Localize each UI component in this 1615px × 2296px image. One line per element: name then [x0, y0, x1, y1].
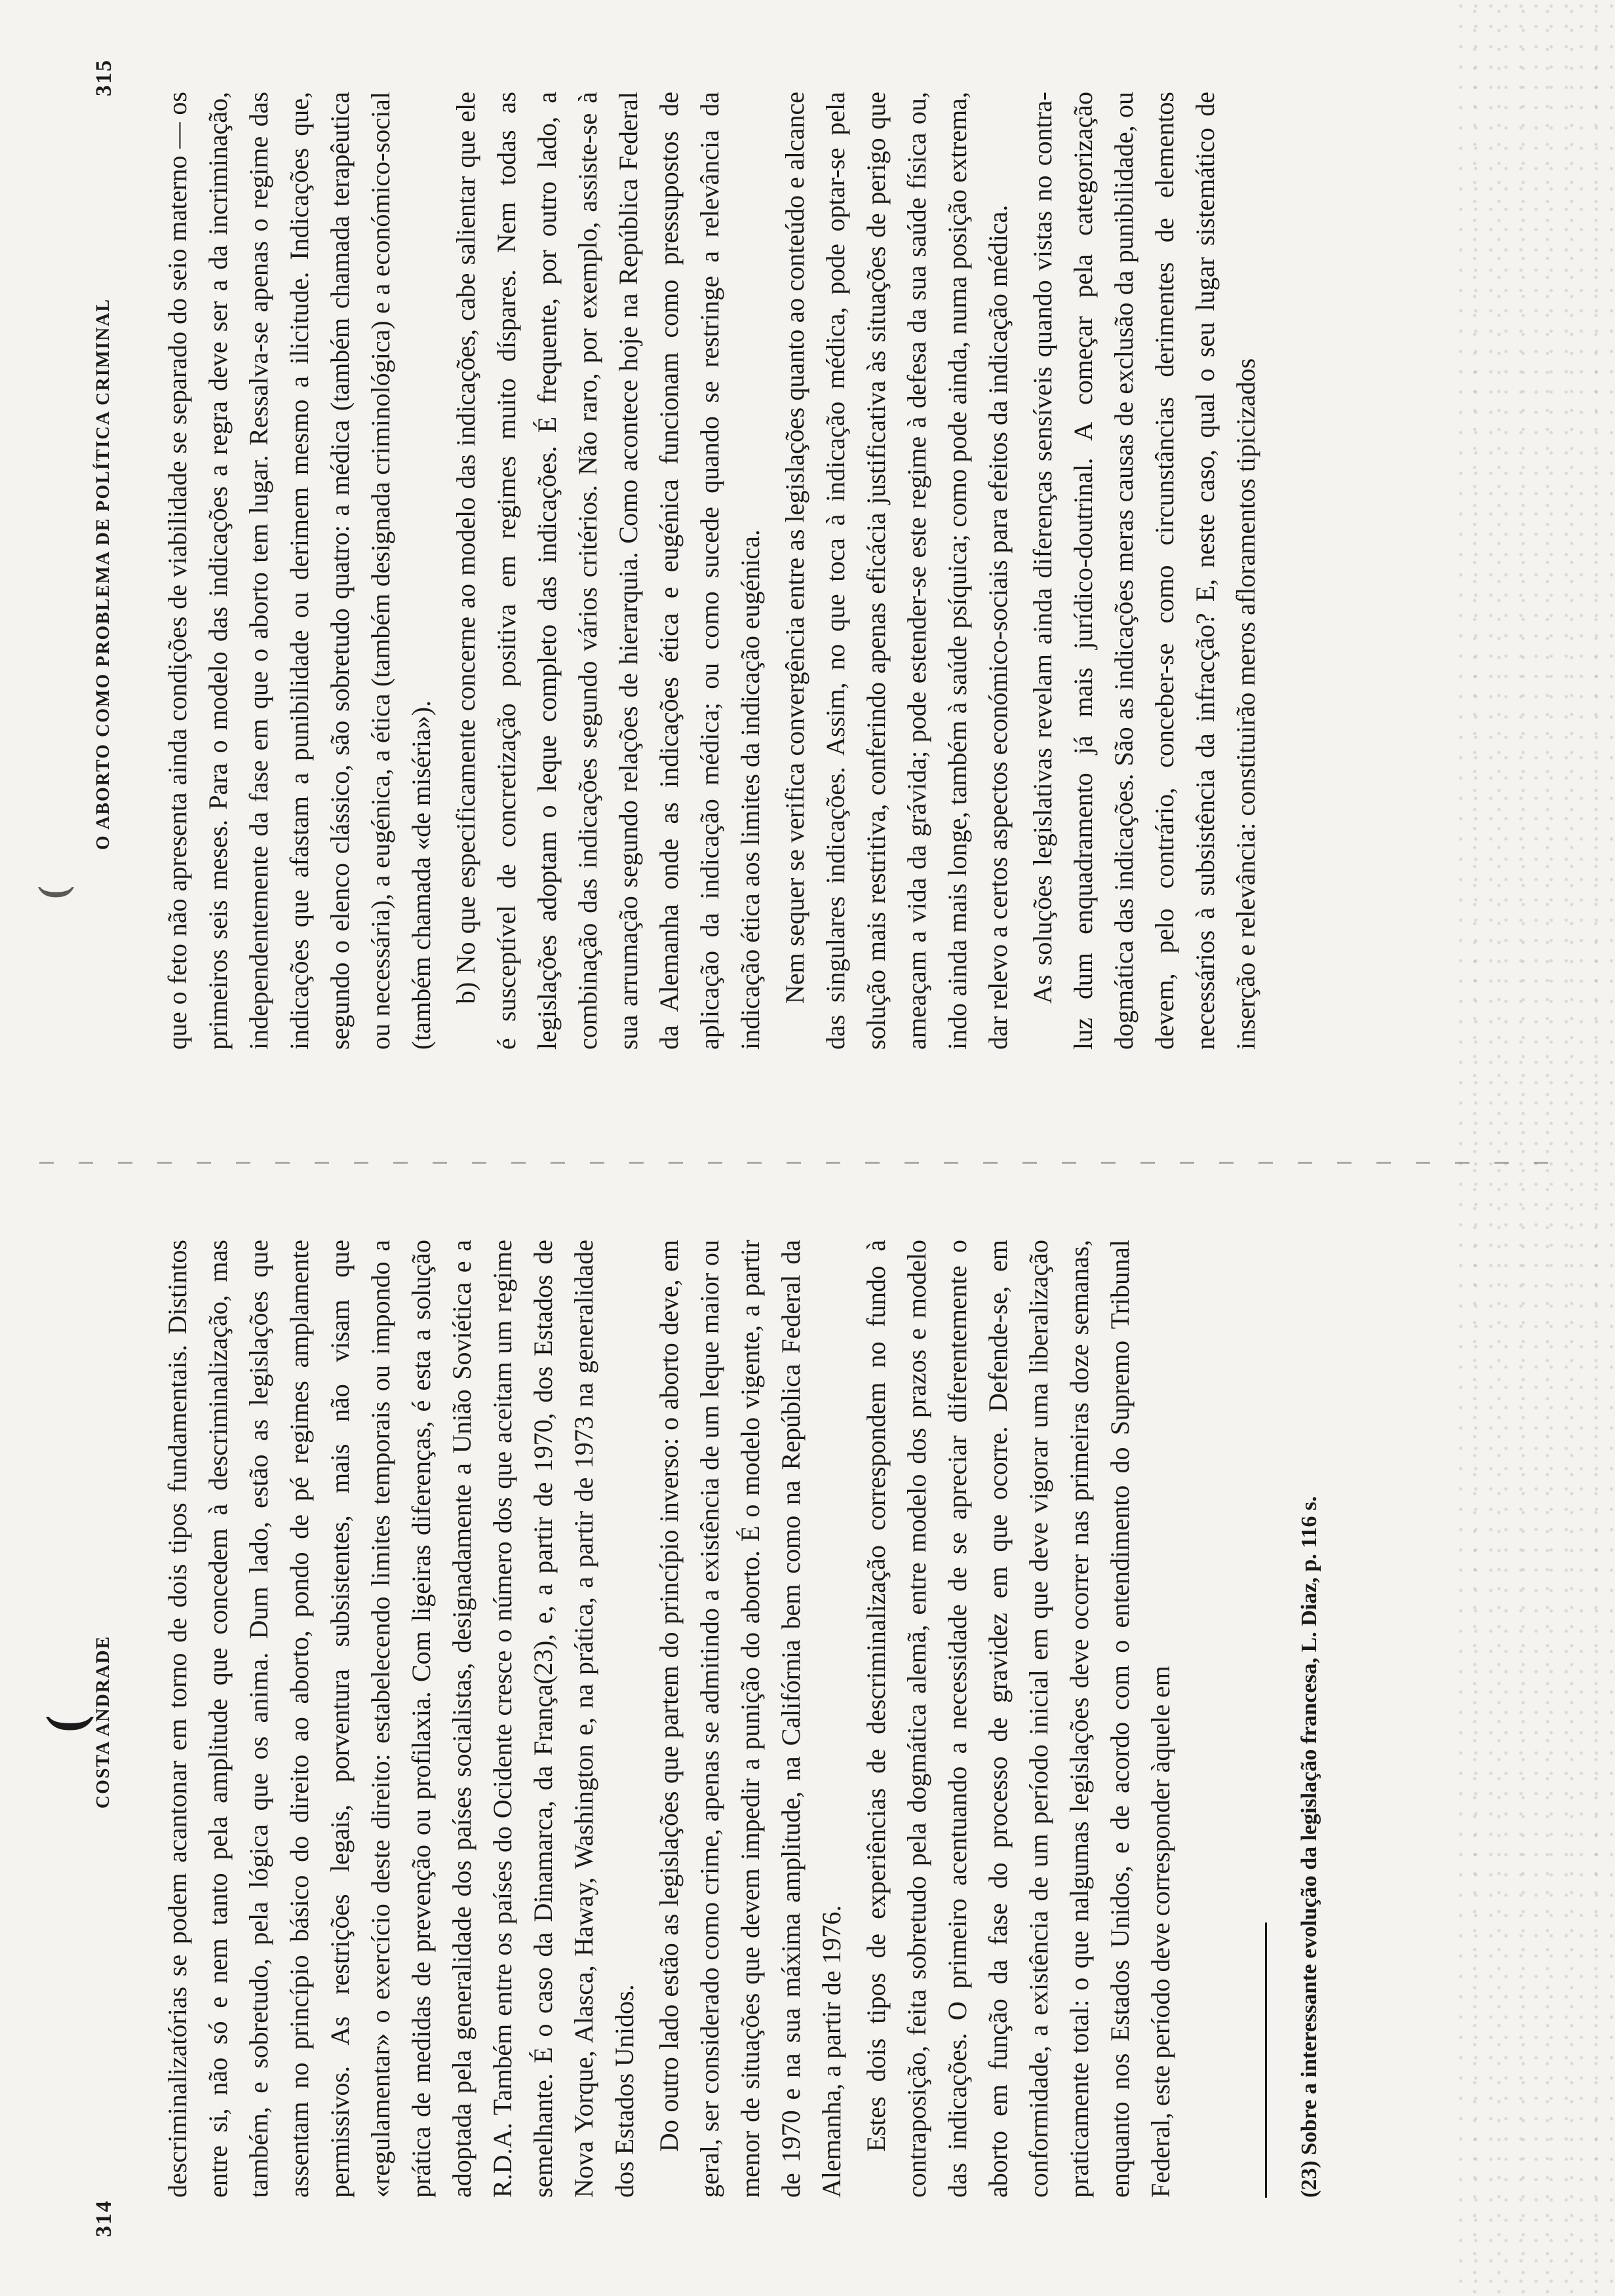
- footnote-rule: [1265, 1923, 1267, 2198]
- page-number: 315: [92, 59, 116, 96]
- paragraph: Nem sequer se verifica convergência entre as legislações quanto ao conteúdo e alcance das singulares indicações. Assim, no que toca à indicação médica, pode optar-se pela solução mais restritiva, conferindo apenas eficácia justificativa às situações de perigo que ameaçam a vida da grávida; pode estender-se este regime à defesa da sua saúde física ou, indo ainda mais longe, também à saúde psíquica; como pode ainda, numa posição extrema, dar relevo a certos aspectos económico-sociais para efeitos da indicação médica.: [780, 92, 1013, 1050]
- paragraph: b) No que especificamente concerne ao modelo das indicações, cabe salientar que ele é susceptível de concretização positiva em regimes muito díspares. Nem todas as legislações adoptam o leque completo das indicações. É frequente, por outro lado, a combinação das indicações segundo vários critérios. Não raro, por exemplo, assiste-se à sua arrumação segundo relações de hierarquia. Como acontece hoje na República Federal da Alemanha onde as indicações ética e eugénica funcionam como pressupostos de aplicação da indicação médica; ou como sucede quando se restringe a relevância da indicação ética aos limites da indicação eugénica.: [451, 92, 765, 1050]
- running-title: COSTA ANDRADE: [93, 1635, 113, 1809]
- footnote: (23) Sobre a interessante evolução da legislação francesa, L. Diaz, p. 116 s.: [1297, 1496, 1321, 2198]
- paren-mark: (: [31, 886, 74, 899]
- right-page-header: [92, 0, 131, 1148]
- running-title: O ABORTO COMO PROBLEMA DE POLÍTICA CRIMINAL: [93, 297, 113, 851]
- paragraph: que o feto não apresenta ainda condições de viabilidade se separado do seio materno — os primeiros seis meses. Para o modelo das indicações a regra deve ser a da incriminação, independentemente da fase em que o aborto tem lugar. Ressalva-se apenas o regime das indicações que afastam a punibilidade ou derimem mesmo a ilicitude. Indicações que, segundo o elenco clássico, são sobretudo quatro: a médica (também chamada terapêutica ou necessária), a eugénica, a ética (também designada criminológica) e a económico-social (também chamada «de miséria»).: [163, 92, 436, 1050]
- left-page: [0, 1148, 1615, 2296]
- page-number: 314: [92, 2200, 116, 2237]
- left-page-body: [157, 1240, 1185, 2198]
- paragraph: Estes dois tipos de experiências de descriminalização correspondem no fundo à contraposição, feita sobretudo pela dogmática alemã, entre modelo dos prazos e modelo das indicações. O primeiro acentuando a necessidade de se apreciar diferentemente o aborto em função da fase do processo de gravidez em que ocorre. Defende-se, em conformidade, a existência de um período inicial em que deve vigorar uma liberalização praticamente total: o que nalgumas legislações deve ocorrer nas primeiras doze semanas, enquanto nos Estados Unidos, e de acordo com o entendimento do Supremo Tribunal Federal, este período deve corresponder àquele em: [861, 1240, 1175, 2198]
- paragraph: Do outro lado estão as legislações que partem do princípio inverso: o aborto deve, em geral, ser considerado como crime, apenas se admitindo a existência de um leque maior ou menor de situações que devem impedir a punição do aborto. É o modelo vigente, a partir de 1970 e na sua máxima amplitude, na Califórnia bem como na República Federal da Alemanha, a partir de 1976.: [654, 1240, 846, 2198]
- left-page-header: [92, 1148, 131, 2296]
- paragraph: As soluções legislativas revelam ainda diferenças sensíveis quando vistas no contra-luz dum enquadramento já mais jurídico-doutrinal. A começar pela categorização dogmática das indicações. São as indicações meras causas de exclusão da punibilidade, ou devem, pelo contrário, conceber-se como circunstâncias derimentes de elementos necessários à subsistência da infracção? E, neste caso, qual o seu lugar sistemático de inserção e relevância: constituirão meros afloramentos tipicizados: [1028, 92, 1260, 1050]
- paragraph: descriminalizatórias se podem acantonar em torno de dois tipos fundamentais. Distintos entre si, não só e nem tanto pela amplitude que concedem à descriminalização, mas também, e sobretudo, pela lógica que os anima. Dum lado, estão as legislações que assentam no princípio básico do direito ao aborto, pondo de pé regimes amplamente permissivos. As restrições legais, porventura subsistentes, mais não visam que «regulamentar» o exercício deste direito: estabelecendo limites temporais ou impondo a prática de medidas de prevenção ou profilaxia. Com ligeiras diferenças, é esta a solução adoptada pela generalidade dos países socialistas, designadamente a União Soviética e a R.D.A. Também entre os países do Ocidente cresce o número dos que aceitam um regime semelhante. É o caso da Dinamarca, da França(23), e, a partir de 1970, dos Estados de Nova Yorque, Alasca, Haway, Washington e, na prática, a partir de 1973 na generalidade dos Estados Unidos.: [163, 1240, 639, 2198]
- paren-mark: (: [37, 1715, 94, 1732]
- right-page-body: [157, 92, 1270, 1050]
